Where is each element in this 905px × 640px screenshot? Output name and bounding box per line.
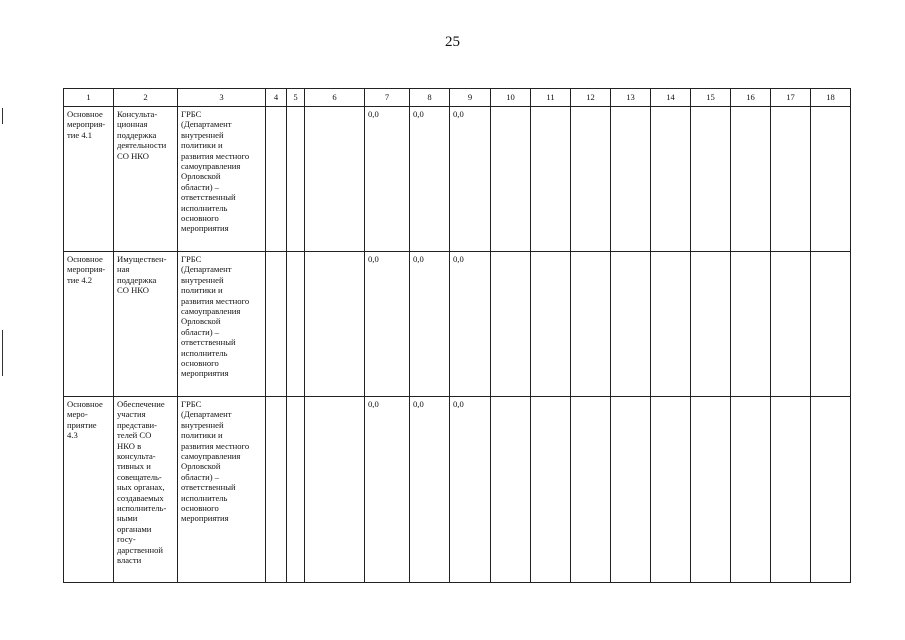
empty-cell [305, 252, 365, 397]
table-row [64, 107, 851, 252]
table-row [64, 252, 851, 397]
value-cell: 0,0 [450, 397, 491, 583]
column-header: 9 [450, 89, 491, 107]
column-header: 12 [571, 89, 611, 107]
empty-cell [731, 252, 771, 397]
executor-cell: ГРБС (Департамент внутренней политики и развития местного самоуправления Орловской области) – ответственный исполнитель основного мероприятия [178, 107, 266, 252]
column-header: 7 [365, 89, 410, 107]
column-header: 17 [771, 89, 811, 107]
empty-cell [491, 252, 531, 397]
executor-cell: ГРБС (Департамент внутренней политики и развития местного самоуправления Орловской области) – ответственный исполнитель основного мероприятия [178, 397, 266, 583]
empty-cell [287, 252, 305, 397]
empty-cell [531, 252, 571, 397]
empty-cell [611, 397, 651, 583]
margin-mark-bottom [2, 330, 3, 376]
empty-cell [611, 252, 651, 397]
page-number: 25 [445, 34, 460, 50]
empty-cell [691, 107, 731, 252]
empty-cell [651, 252, 691, 397]
empty-cell [811, 397, 851, 583]
empty-cell [266, 397, 287, 583]
empty-cell [731, 107, 771, 252]
column-header: 16 [731, 89, 771, 107]
empty-cell [491, 107, 531, 252]
column-header: 10 [491, 89, 531, 107]
column-header: 18 [811, 89, 851, 107]
empty-cell [691, 252, 731, 397]
empty-cell [266, 252, 287, 397]
empty-cell [771, 107, 811, 252]
empty-cell [651, 107, 691, 252]
value-cell: 0,0 [410, 252, 450, 397]
empty-cell [571, 107, 611, 252]
column-header: 1 [64, 89, 114, 107]
empty-cell [651, 397, 691, 583]
empty-cell [731, 397, 771, 583]
value-cell: 0,0 [410, 397, 450, 583]
column-header: 6 [305, 89, 365, 107]
empty-cell [771, 397, 811, 583]
value-cell: 0,0 [365, 107, 410, 252]
empty-cell [266, 107, 287, 252]
column-header: 4 [266, 89, 287, 107]
empty-cell [531, 397, 571, 583]
empty-cell [571, 397, 611, 583]
event-name-cell: Консульта- ционная поддержка деятельности СО НКО [114, 107, 178, 252]
empty-cell [491, 397, 531, 583]
empty-cell [531, 107, 571, 252]
empty-cell [571, 252, 611, 397]
empty-cell [771, 252, 811, 397]
value-cell: 0,0 [365, 252, 410, 397]
column-header: 15 [691, 89, 731, 107]
column-header: 3 [178, 89, 266, 107]
program-table [63, 88, 851, 583]
empty-cell [287, 107, 305, 252]
event-name-cell: Обеспечение участия представи- телей СО НКО в консульта- тивных и совещатель- ных органах, создаваемых исполнитель- ными органами госу- дарственной власти [114, 397, 178, 583]
column-header: 8 [410, 89, 450, 107]
event-number-cell: Основное мероприя- тие 4.1 [64, 107, 114, 252]
column-header: 13 [611, 89, 651, 107]
column-header: 14 [651, 89, 691, 107]
column-header: 5 [287, 89, 305, 107]
column-header: 11 [531, 89, 571, 107]
empty-cell [811, 107, 851, 252]
empty-cell [287, 397, 305, 583]
empty-cell [305, 107, 365, 252]
event-number-cell: Основное меро- приятие 4.3 [64, 397, 114, 583]
column-header: 2 [114, 89, 178, 107]
value-cell: 0,0 [365, 397, 410, 583]
empty-cell [811, 252, 851, 397]
executor-cell: ГРБС (Департамент внутренней политики и развития местного самоуправления Орловской области) – ответственный исполнитель основного мероприятия [178, 252, 266, 397]
value-cell: 0,0 [450, 252, 491, 397]
table-row [64, 397, 851, 583]
event-name-cell: Имуществен- ная поддержка СО НКО [114, 252, 178, 397]
empty-cell [691, 397, 731, 583]
empty-cell [305, 397, 365, 583]
value-cell: 0,0 [450, 107, 491, 252]
event-number-cell: Основное мероприя- тие 4.2 [64, 252, 114, 397]
table-header-row [64, 89, 851, 107]
margin-mark-top [2, 108, 3, 124]
empty-cell [611, 107, 651, 252]
value-cell: 0,0 [410, 107, 450, 252]
